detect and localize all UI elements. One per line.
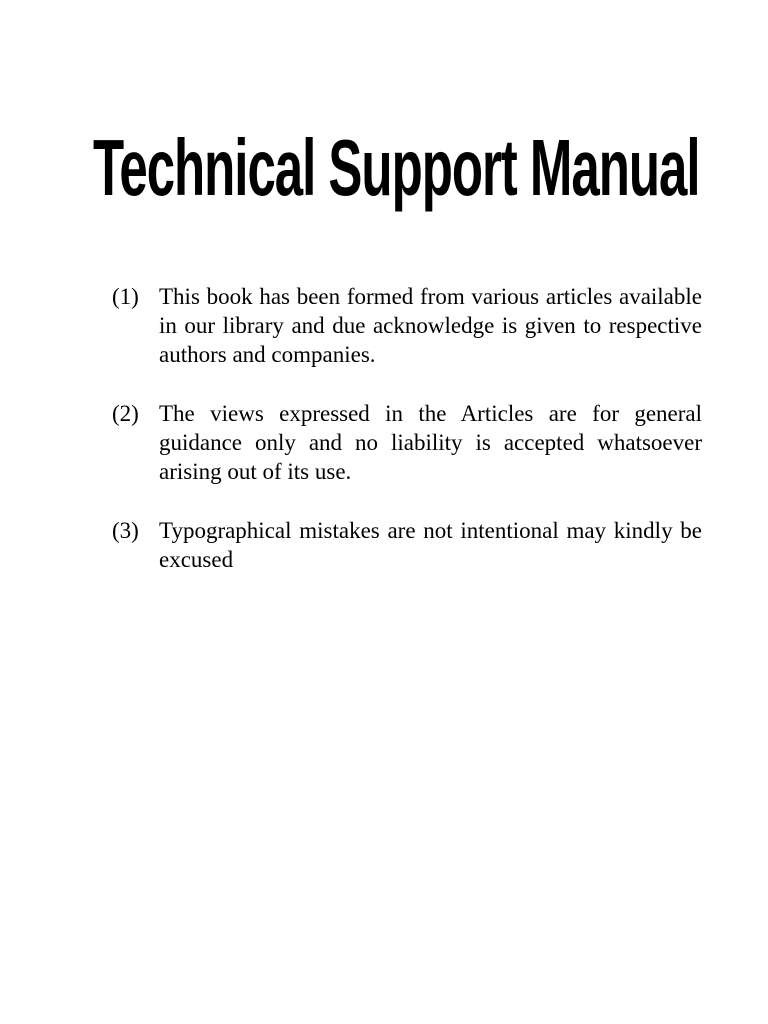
list-item	[112, 516, 702, 574]
list-item-number: (3)	[112, 518, 139, 543]
list-item-text: This book has been formed from various articles available in our library and due acknowledge is given to respective authors and companies.	[159, 284, 702, 367]
list-item-text: The views expressed in the Articles are for general guidance only and no liability is accepted whatsoever arising out of its use.	[159, 401, 702, 484]
list-item	[112, 282, 702, 369]
list-item	[112, 399, 702, 486]
list-item-text: Typographical mistakes are not intentional may kindly be excused	[159, 518, 702, 572]
list-item-number: (2)	[112, 401, 139, 426]
document-title: Technical Support Manual	[93, 123, 700, 213]
list-item-number: (1)	[112, 284, 139, 309]
disclaimer-list	[112, 282, 702, 604]
